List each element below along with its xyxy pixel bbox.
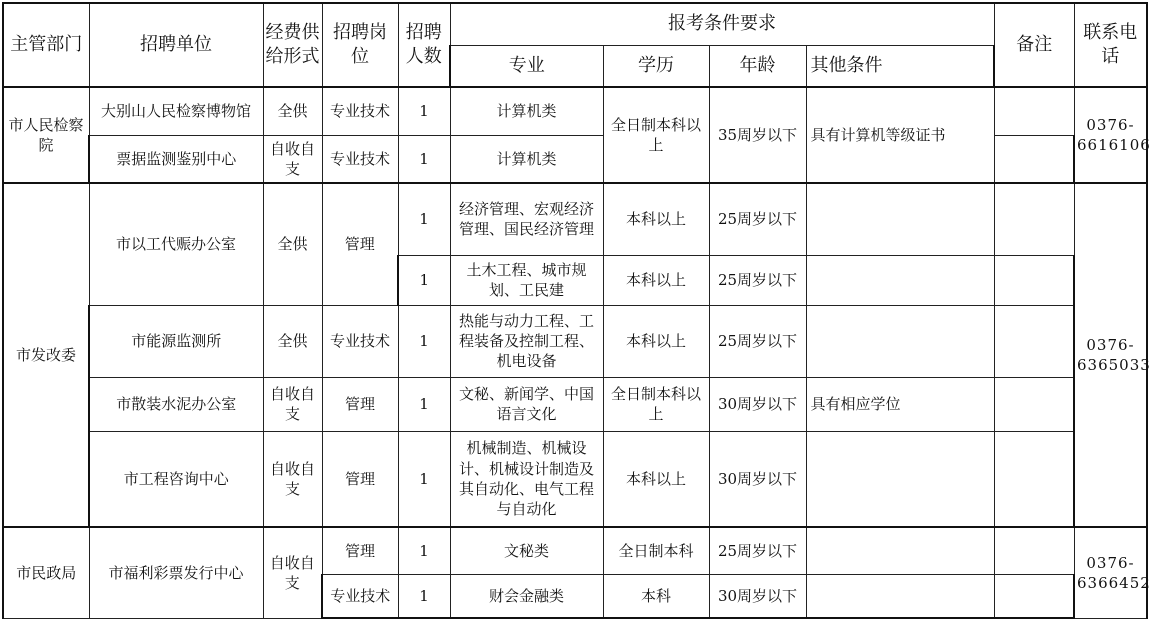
major-cell: 文秘、新闻学、中国语言文化 [450, 377, 603, 431]
education-cell: 全日制本科 [603, 527, 709, 574]
header-age: 年龄 [709, 45, 806, 87]
education-cell: 全日制本科以上 [603, 87, 709, 183]
major-cell: 财会金融类 [450, 574, 603, 618]
other-cell [806, 255, 994, 305]
unit-cell: 市散装水泥办公室 [89, 377, 263, 431]
other-cell [806, 431, 994, 527]
header-other: 其他条件 [806, 45, 994, 87]
header-dept: 主管部门 [3, 3, 89, 87]
header-education: 学历 [603, 45, 709, 87]
funding-cell: 全供 [263, 87, 322, 135]
unit-cell: 市福利彩票发行中心 [89, 527, 263, 618]
remarks-cell [994, 305, 1074, 377]
position-cell: 专业技术 [322, 135, 398, 183]
recruitment-table [2, 2, 1151, 619]
remarks-cell [994, 135, 1074, 183]
count-cell: 1 [398, 431, 450, 527]
count-cell: 1 [398, 305, 450, 377]
funding-cell: 全供 [263, 183, 322, 305]
remarks-cell [994, 87, 1074, 135]
count-cell: 1 [398, 87, 450, 135]
major-cell: 经济管理、宏观经济管理、国民经济管理 [450, 183, 603, 255]
age-cell: 25周岁以下 [709, 183, 806, 255]
major-cell: 机械制造、机械设计、机械设计制造及其自动化、电气工程与自动化 [450, 431, 603, 527]
header-unit: 招聘单位 [89, 3, 263, 87]
age-cell: 30周岁以下 [709, 377, 806, 431]
other-cell [806, 574, 994, 618]
unit-cell: 市以工代赈办公室 [89, 183, 263, 305]
header-count: 招聘人数 [398, 3, 450, 87]
funding-cell: 自收自支 [263, 527, 322, 618]
funding-cell: 自收自支 [263, 377, 322, 431]
funding-cell: 自收自支 [263, 135, 322, 183]
remarks-cell [994, 574, 1074, 618]
count-cell: 1 [398, 527, 450, 574]
header-remarks: 备注 [994, 3, 1074, 87]
other-cell: 具有计算机等级证书 [806, 87, 994, 183]
education-cell: 本科以上 [603, 305, 709, 377]
age-cell: 25周岁以下 [709, 305, 806, 377]
remarks-cell [994, 377, 1074, 431]
education-cell: 全日制本科以上 [603, 377, 709, 431]
position-cell: 管理 [322, 527, 398, 574]
position-cell: 专业技术 [322, 305, 398, 377]
age-cell: 30周岁以下 [709, 574, 806, 618]
position-cell: 管理 [322, 377, 398, 431]
contact-cell: 0376-6365033 [1074, 183, 1147, 527]
contact-cell: 0376-6616106 [1074, 87, 1147, 183]
major-cell: 土木工程、城市规划、工民建 [450, 255, 603, 305]
position-cell: 专业技术 [322, 87, 398, 135]
funding-cell: 自收自支 [263, 431, 322, 527]
age-cell: 30周岁以下 [709, 431, 806, 527]
major-cell: 计算机类 [450, 135, 603, 183]
position-cell: 管理 [322, 431, 398, 527]
position-cell: 专业技术 [322, 574, 398, 618]
remarks-cell [994, 183, 1074, 255]
education-cell: 本科 [603, 574, 709, 618]
age-cell: 25周岁以下 [709, 255, 806, 305]
education-cell: 本科以上 [603, 431, 709, 527]
unit-cell: 票据监测鉴别中心 [89, 135, 263, 183]
position-cell: 管理 [322, 183, 398, 305]
education-cell: 本科以上 [603, 255, 709, 305]
major-cell: 热能与动力工程、工程装备及控制工程、机电设备 [450, 305, 603, 377]
header-position: 招聘岗位 [322, 3, 398, 87]
age-cell: 35周岁以下 [709, 87, 806, 183]
remarks-cell [994, 255, 1074, 305]
age-cell: 25周岁以下 [709, 527, 806, 574]
unit-cell: 大别山人民检察博物馆 [89, 87, 263, 135]
major-cell: 文秘类 [450, 527, 603, 574]
header-contact: 联系电话 [1074, 3, 1147, 87]
contact-cell: 0376-6366452 [1074, 527, 1147, 618]
dept-cell: 市民政局 [3, 527, 89, 618]
count-cell: 1 [398, 183, 450, 255]
funding-cell: 全供 [263, 305, 322, 377]
education-cell: 本科以上 [603, 183, 709, 255]
remarks-cell [994, 431, 1074, 527]
count-cell: 1 [398, 377, 450, 431]
count-cell: 1 [398, 135, 450, 183]
count-cell: 1 [398, 255, 450, 305]
header-requirements: 报考条件要求 [450, 3, 994, 45]
unit-cell: 市工程咨询中心 [89, 431, 263, 527]
other-cell: 具有相应学位 [806, 377, 994, 431]
unit-cell: 市能源监测所 [89, 305, 263, 377]
dept-cell: 市发改委 [3, 183, 89, 527]
count-cell: 1 [398, 574, 450, 618]
dept-cell: 市人民检察院 [3, 87, 89, 183]
header-funding: 经费供给形式 [263, 3, 322, 87]
other-cell [806, 183, 994, 255]
other-cell [806, 527, 994, 574]
header-major: 专业 [450, 45, 603, 87]
remarks-cell [994, 527, 1074, 574]
other-cell [806, 305, 994, 377]
major-cell: 计算机类 [450, 87, 603, 135]
